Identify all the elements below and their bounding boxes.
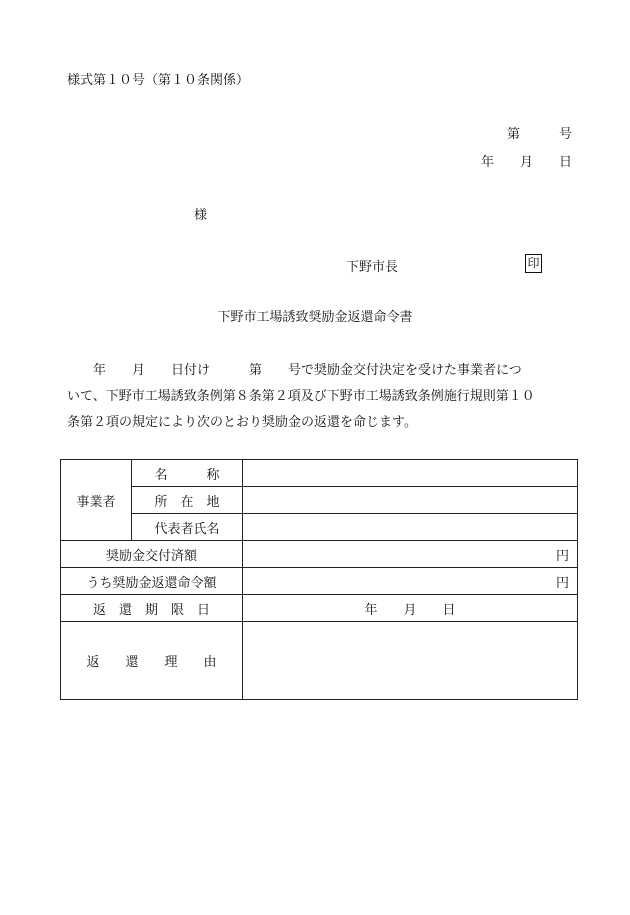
seal-mark: 印 [525,254,542,273]
form-number: 様式第１０号（第１０条関係） [67,73,250,88]
issuer-title: 下野市長 [346,260,399,275]
table-row-reason [61,622,578,700]
deadline-value: 年 月 日 [243,595,578,622]
name-value [243,460,578,487]
address-label: 所 在 地 [132,487,243,514]
reason-label: 返 還 理 由 [61,622,243,700]
deadline-label: 返 還 期 限 日 [61,595,243,622]
return-amount-unit: 円 [243,568,578,595]
return-order-table [60,459,578,700]
body-line-1: 年 月 日付け 第 号で奨励金交付決定を受けた事業者につ [67,363,522,378]
granted-amount-label: 奨励金交付済額 [61,541,243,568]
business-label: 事業者 [61,460,132,541]
document-title: 下野市工場誘致奨励金返還命令書 [217,310,413,325]
table-row-return-amount [61,568,578,595]
document-number: 第 号 [506,127,572,142]
name-label: 名 称 [132,460,243,487]
addressee-honorific: 様 [194,208,208,223]
table-row-address [61,487,578,514]
table-row-granted-amount [61,541,578,568]
address-value [243,487,578,514]
issue-date: 年 月 日 [480,155,572,170]
representative-label: 代表者氏名 [132,514,243,541]
body-line-3: 条第２項の規定により次のとおり奨励金の返還を命じます。 [67,415,417,430]
return-amount-label: うち奨励金返還命令額 [61,568,243,595]
body-paragraph [67,358,577,436]
representative-value [243,514,578,541]
reason-value [243,622,578,700]
granted-amount-unit: 円 [243,541,578,568]
body-line-2: いて、下野市工場誘致条例第８条第２項及び下野市工場誘致条例施行規則第１０ [67,389,535,404]
table-row-name [61,460,578,487]
table-row-representative [61,514,578,541]
table-row-deadline [61,595,578,622]
